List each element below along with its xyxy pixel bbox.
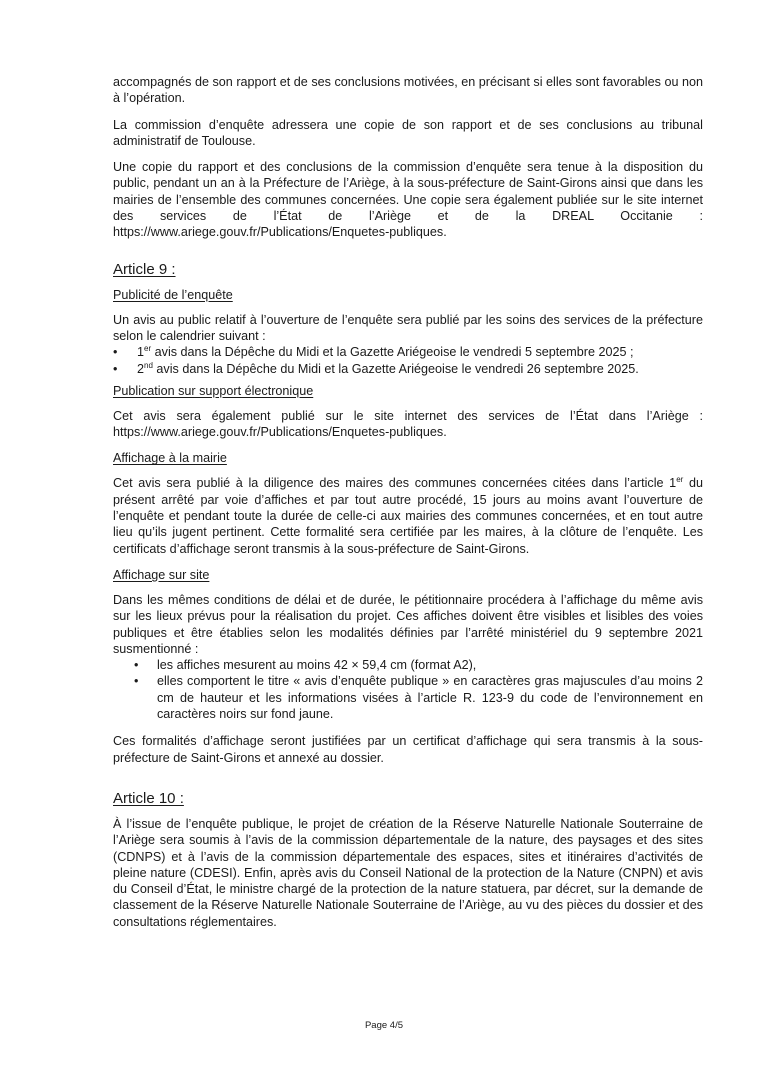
paragraph-conclusions-end: accompagnés de son rapport et de ses conclusions motivées, en précisant si elles sont favorables ou non à l’opération. <box>113 75 703 106</box>
subheading-publicity: Publicité de l’enquête <box>113 287 233 302</box>
paragraph-mairie: Cet avis sera publié à la diligence des maires des communes concernées citées dans l’article 1er du présent arrêté par voie d’affiches et par tout autre procédé, 15 jours au moins avant l’ouverture de l’enquête et pendant toute la durée de celle-ci aux mairies des communes concernées, et en tout autre lieu qu’ils jugent pertinent. Cette formalité sera certifiée par les maires, à la clôture de l’enquête. Les certificats d’affichage seront transmis à la sous-préfecture de Saint-Girons. <box>113 475 703 556</box>
paragraph-publicity: Un avis au public relatif à l’ouverture de l’enquête sera publié par les soins des services de la préfecture selon le calendrier suivant : <box>113 312 703 343</box>
paragraph-electronic: Cet avis sera également publié sur le site internet des services de l’État dans l’Ariège : https://www.ariege.gouv.fr/Publications/Enquetes-publiques. <box>113 408 703 440</box>
bullet-icon: • <box>134 658 139 673</box>
calendar-item-1: • 1er avis dans la Dépêche du Midi et la Gazette Ariégeoise le vendredi 5 septembre 2025 ; <box>113 344 634 360</box>
poster-requirement-item: • elles comportent le titre « avis d’enquête publique » en caractères gras majuscules d’au moins 2 cm de hauteur et les informations visées à l’article R. 123-9 du code de l’environnement en caractères noirs sur fond jaune. <box>134 674 703 722</box>
poster-requirements-list <box>113 657 703 722</box>
calendar-list <box>113 344 703 377</box>
article-10-title: Article 10 : <box>113 789 184 807</box>
subheading-mairie: Affichage à la mairie <box>113 451 227 466</box>
paragraph-certificate: Ces formalités d’affichage seront justifiées par un certificat d’affichage qui sera transmis à la sous-préfecture de Saint-Girons et annexé au dossier. <box>113 734 703 765</box>
paragraph-article-10: À l’issue de l’enquête publique, le projet de création de la Réserve Naturelle Nationale Souterraine de l’Ariège sera soumis à l’avis de la commission départementale de la nature, des paysages et des sites (CDNPS) et à l’avis de la commission départementale des espaces, sites et itinéraires d’activités de pleine nature (CDESI). Enfin, après avis du Conseil National de la protection de la Nature (CNPN) et avis du Conseil d’État, le ministre chargé de la protection de la nature statuera, par décret, sur la demande de classement de la Réserve Naturelle Nationale Souterraine de l’Ariège, au vu des pièces du dossier et des consultations réglementaires. <box>113 816 703 929</box>
paragraph-tribunal-copy: La commission d’enquête adressera une copie de son rapport et de ses conclusions au tribunal administratif de Toulouse. <box>113 117 703 148</box>
bullet-icon: • <box>134 674 139 689</box>
poster-requirement-item: • les affiches mesurent au moins 42 × 59,4 cm (format A2), <box>134 658 477 673</box>
subheading-electronic: Publication sur support électronique <box>113 383 314 398</box>
bullet-icon: • <box>113 345 118 360</box>
bullet-icon: • <box>113 361 118 376</box>
paragraph-public-copy: Une copie du rapport et des conclusions de la commission d’enquête sera tenue à la disposition du public, pendant un an à la Préfecture de l’Ariège, à la sous-préfecture de Saint-Girons ainsi que dans les mairies de l’ensemble des communes concernées. Une copie sera également publiée sur le site internet des services de l’État de l’Ariège et de la DREAL Occitanie : https://www.ariege.gouv.fr/Publications/Enquetes-publiques. <box>113 160 703 240</box>
page-number: Page 4/5 <box>364 1020 404 1031</box>
subheading-site: Affichage sur site <box>113 567 210 582</box>
paragraph-site: Dans les mêmes conditions de délai et de durée, le pétitionnaire procédera à l’affichage du même avis sur les lieux prévus pour la réalisation du projet. Ces affiches doivent être visibles et lisibles des voies publiques et être établies selon les modalités définies par l’arrêté ministériel du 9 septembre 2021 susmentionné : <box>113 592 703 656</box>
document-page <box>113 74 703 930</box>
calendar-item-2: • 2nd avis dans la Dépêche du Midi et la Gazette Ariégeoise le vendredi 26 septembre 2025. <box>113 360 639 376</box>
article-9-title: Article 9 : <box>113 260 176 278</box>
